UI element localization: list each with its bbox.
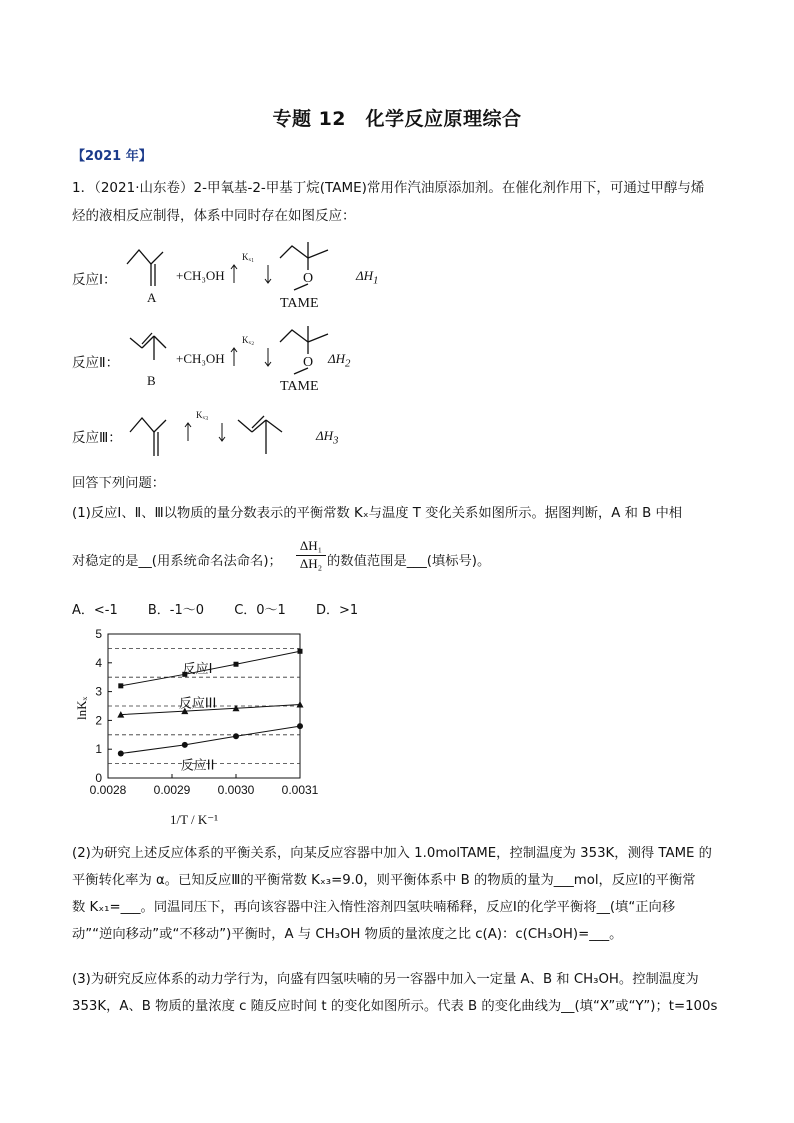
svg-text:O: O [303,271,314,286]
part2-line-2: 平衡转化率为 α。已知反应Ⅲ的平衡常数 Kₓ₃=9.0，则平衡体系中 B 的物质的量为___mol，反应Ⅰ的平衡常 [72,873,696,888]
option-d[interactable]: D．>1 [315,603,359,618]
y-tick-label: 5 [95,627,102,641]
data-point-square [298,649,303,654]
y-tick-label: 1 [95,742,102,757]
fraction-numerator: ΔH₁ [296,538,326,556]
question-intro-line-1: 1．（2021·山东卷）2-甲氧基-2-甲基丁烷(TAME)常用作汽油原添加剂。在催化剂作用下，可通过甲醇与烯 [72,180,705,196]
molecule-b-structure [236,412,296,458]
data-point-square [118,683,123,688]
y-tick-label: 0 [95,771,102,785]
molecule-a-label: A [147,290,157,305]
lnkx-vs-inverse-t-chart [68,622,318,840]
option-c[interactable]: C．0～1 [234,603,286,618]
reaction-1-methanol: +CH₃OH [176,268,225,283]
part1-line-2a: 对稳定的是__(用系统命名法命名)； [72,554,282,569]
reaction-1-dh: $\Delta H_1$ [356,268,379,287]
reaction-2-k: Kₓ₂ [242,335,255,345]
molecule-b-label: B [147,373,156,388]
x-tick-label: 0.0030 [217,783,255,797]
part3-line-1: (3)为研究反应体系的动力学行为，向盛有四氢呋喃的另一容器中加入一定量 A、B 和 CH₃OH。控制温度为 [72,972,699,987]
tame-label-1: TAME [280,296,319,311]
tame-structure [278,240,348,292]
series-line [121,726,300,753]
question-intro-line-2: 烃的液相反应制得，体系中同时存在如图反应： [72,208,356,224]
y-tick-label: 2 [95,713,102,728]
part2-line-4: 动”“逆向移动”或“不移动”)平衡时，A 与 CH₃OH 物质的量浓度之比 c(A)：c(CH₃OH)=___。 [72,927,623,942]
dh-ratio-fraction [296,538,326,572]
part1-line-2b: 的数值范围是___(填标号)。 [327,554,491,569]
molecule-a-structure [128,412,188,458]
answer-options [72,599,384,618]
reaction-3-dh: $\Delta H_3$ [316,428,339,447]
data-point-circle [182,742,188,748]
series-label: 反应II [180,758,215,774]
x-axis-label: 1/T / K⁻¹ [169,812,219,827]
part3-line-2: 353K，A、B 物质的量浓度 c 随反应时间 t 的变化如图所示。代表 B 的变化曲线为__(填“X”或“Y”)；t=100s [72,999,718,1014]
option-a[interactable]: A．<-1 [72,603,118,618]
x-tick-label: 0.0028 [89,783,127,797]
y-tick-label: 4 [95,655,102,670]
reaction-3-k: Kₓ₃ [196,410,209,420]
part2-line-3: 数 Kₓ₁=___。同温同压下，再向该容器中注入惰性溶剂四氢呋喃稀释，反应Ⅰ的化学平衡将__(填“正向移 [72,900,676,915]
option-b[interactable]: B．-1～0 [147,603,205,618]
data-point-circle [118,751,124,757]
year-tag: 【2021 年】 [72,149,152,164]
answer-prompt: 回答下列问题： [72,476,166,491]
x-tick-label: 0.0029 [153,783,191,797]
reaction-1-k: Kₓ₁ [242,252,255,262]
reaction-2-methanol: +CH₃OH [176,351,225,366]
y-axis-label: lnKₓ [74,696,89,720]
series-label: 反应III [178,696,217,712]
data-point-square [234,662,239,667]
part2-line-1: (2)为研究上述反应体系的平衡关系，向某反应容器中加入 1.0molTAME，控制温度为 353K，测得 TAME 的 [72,846,712,861]
y-tick-label: 3 [95,684,102,699]
svg-text:O: O [303,355,314,370]
series-label: 反应I [182,661,213,677]
page-title: 专题 12 化学反应原理综合 [272,108,522,130]
tame-label-2: TAME [280,379,319,394]
data-point-circle [233,733,239,739]
fraction-denominator: ΔH₂ [299,556,323,571]
reaction-3-label: 反应Ⅲ： [72,430,122,446]
molecule-b-structure [128,330,178,372]
x-tick-label: 0.0031 [281,783,318,797]
reaction-1-label: 反应Ⅰ： [72,272,117,288]
reaction-2-dh: $\Delta H_2$ [328,351,351,370]
data-point-circle [297,723,303,729]
part1-line-1: (1)反应Ⅰ、Ⅱ、Ⅲ以物质的量分数表示的平衡常数 Kₓ与温度 T 变化关系如图所示。据图判断，A 和 B 中相 [72,506,683,521]
reaction-2-label: 反应Ⅱ： [72,355,120,371]
